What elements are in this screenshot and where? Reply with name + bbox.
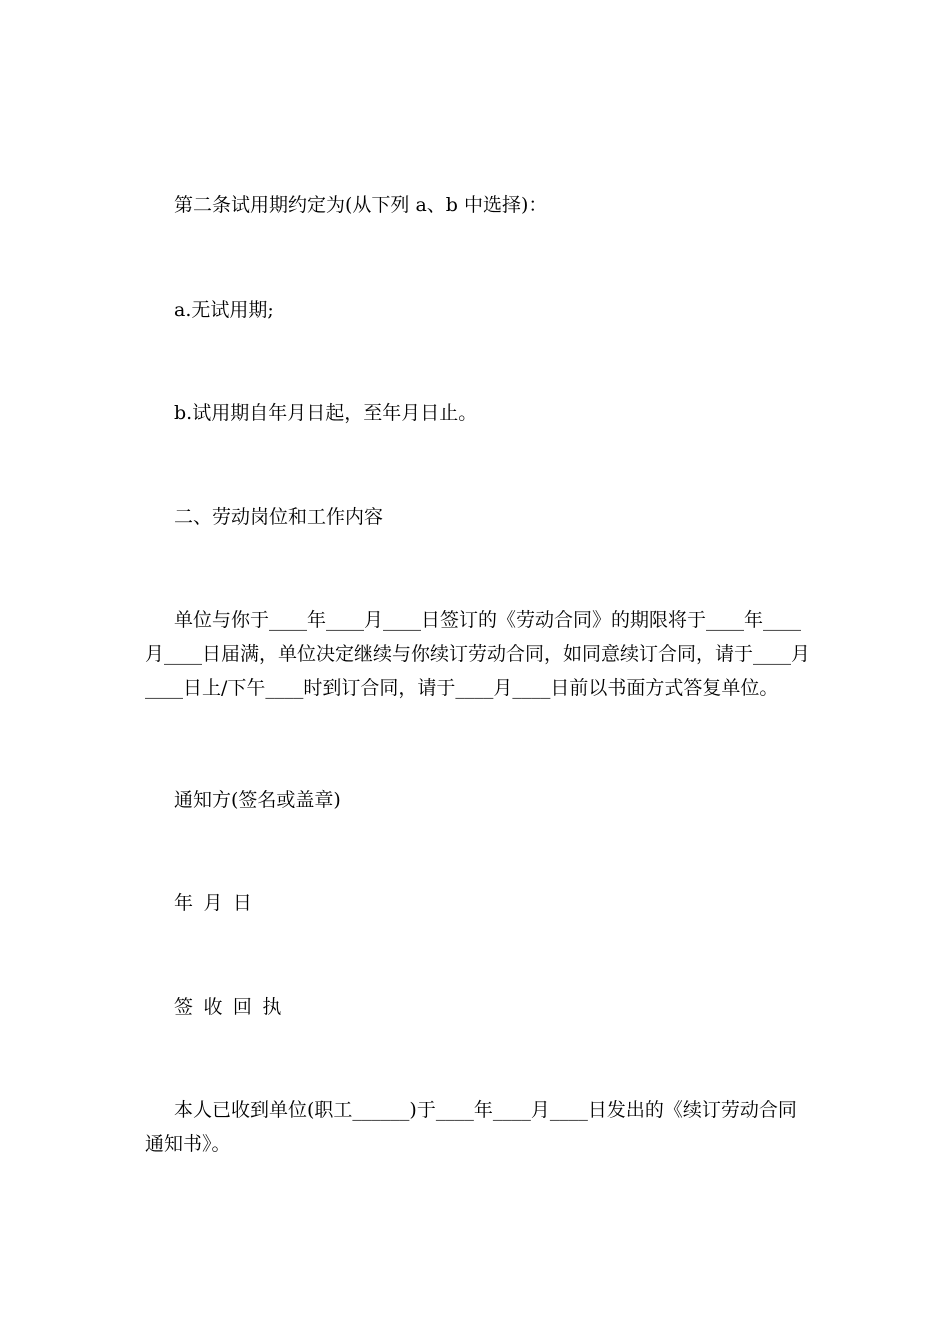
section-heading: 二、劳动岗位和工作内容: [174, 506, 384, 528]
notifier-signature-line: 通知方(签名或盖章): [174, 789, 341, 811]
option-a-text: a.无试用期;: [174, 299, 274, 321]
option-b-text: b.试用期自年月日起，至年月日止。: [174, 402, 478, 424]
renewal-notice-body: 单位与你于____年____月____日签订的《劳动合同》的期限将于____年____月____日届满，单位决定继续与你续订劳动合同，如同意续订合同，请于____月____日上/下午____时到订合同，请于____月____日前以书面方式答复单位。: [145, 609, 811, 699]
receipt-body: 本人已收到单位(职工______)于____年____月____日发出的《续订劳动合同通知书》。: [145, 1099, 797, 1155]
receipt-heading: 签收回执: [174, 996, 292, 1018]
probation-clause-heading: 第二条试用期约定为(从下列 a、b 中选择)：: [174, 194, 548, 216]
date-line: 年月日: [174, 892, 263, 914]
